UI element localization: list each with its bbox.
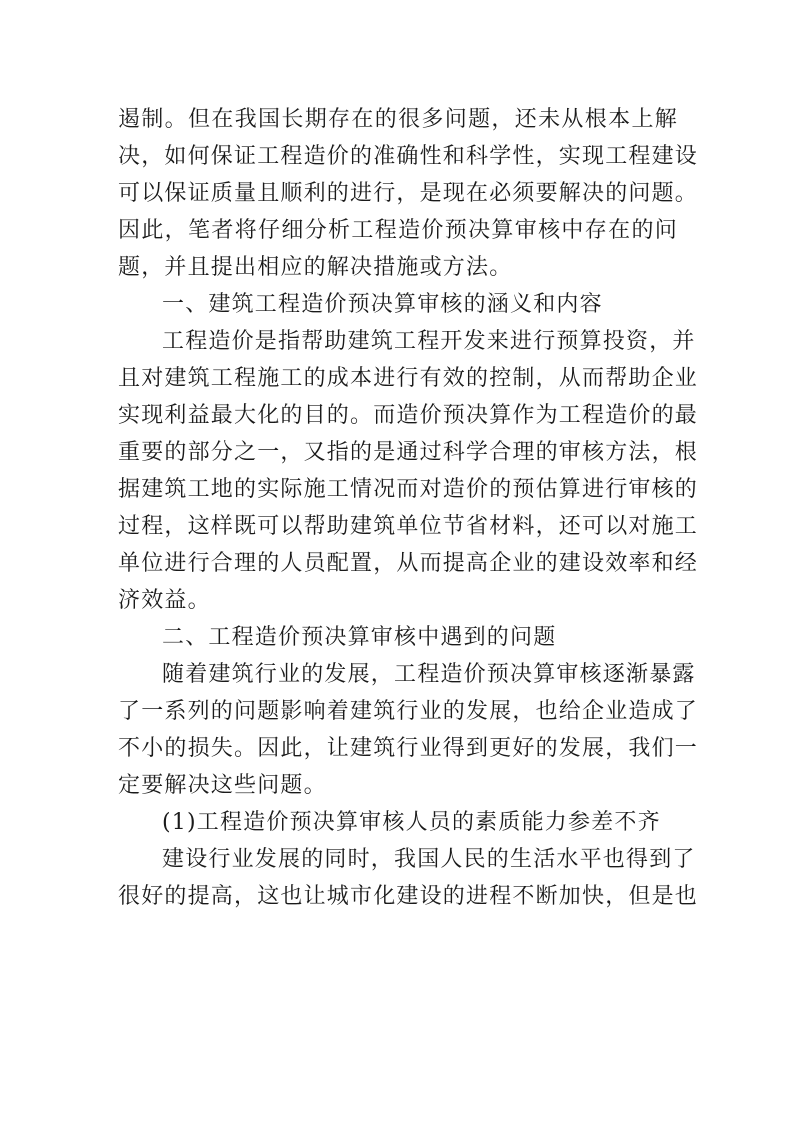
text-line-11: 据建筑工地的实际施工情况而对造价的预估算进行审核的 [118,477,699,502]
text-line-1: 遏制。但在我国长期存在的很多问题，还未从根本上解 [118,107,678,132]
text-line-5: 题，并且提出相应的解决措施或方法。 [118,255,513,280]
text-line-12: 过程，这样既可以帮助建筑单位节省材料，还可以对施工 [118,514,699,539]
section-heading-2: 二、工程造价预决算审核中遇到的问题 [162,625,557,650]
text-line-3: 可以保证质量且顺利的进行，是现在必须要解决的问题。 [118,181,699,206]
text-line-21: 建设行业发展的同时，我国人民的生活水平也得到了 [162,847,696,872]
text-line-17: 了一系列的问题影响着建筑行业的发展，也给企业造成了 [118,699,699,724]
text-line-13: 单位进行合理的人员配置，从而提高企业的建设效率和经 [118,551,699,576]
subsection-heading-1: (1)工程造价预决算审核人员的素质能力参差不齐 [162,810,661,835]
text-line-9: 实现利益最大化的目的。而造价预决算作为工程造价的最 [118,403,699,428]
text-line-10: 重要的部分之一，又指的是通过科学合理的审核方法，根 [118,440,699,465]
text-line-7: 工程造价是指帮助建筑工程开发来进行预算投资，并 [162,329,696,354]
text-line-2: 决，如何保证工程造价的准确性和科学性，实现工程建设 [118,144,699,169]
text-line-4: 因此，笔者将仔细分析工程造价预决算审核中存在的问 [118,218,678,243]
section-heading-1: 一、建筑工程造价预决算审核的涵义和内容 [162,292,603,317]
text-line-16: 随着建筑行业的发展，工程造价预决算审核逐渐暴露 [162,662,696,687]
text-line-14: 济效益。 [118,588,211,613]
text-line-18: 不小的损失。因此，让建筑行业得到更好的发展，我们一 [118,736,699,761]
text-line-8: 且对建筑工程施工的成本进行有效的控制，从而帮助企业 [118,366,699,391]
text-line-19: 定要解决这些问题。 [118,773,327,798]
text-line-22: 很好的提高，这也让城市化建设的进程不断加快，但是也 [118,884,699,909]
